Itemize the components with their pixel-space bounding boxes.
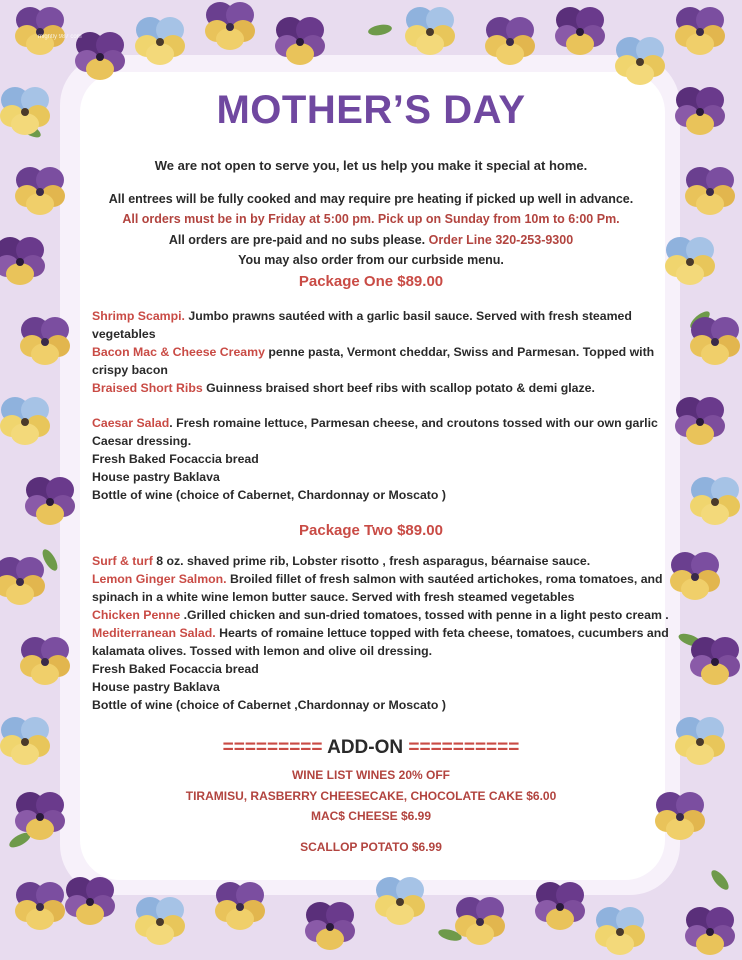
list-item: Fresh Baked Focaccia bread (92, 662, 259, 676)
package-one-items (92, 307, 672, 397)
item-name: Chicken Penne (92, 608, 181, 622)
list-item (92, 552, 672, 570)
addon-bar-left: ========= (222, 737, 323, 758)
addon-item-wine: WINE LIST WINES 20% OFF (291, 768, 450, 782)
list-item (92, 414, 672, 450)
item-name: Shrimp Scampi. (92, 309, 185, 323)
item-desc: Broiled fillet of fresh salmon with sautéed artichokes, roma tomatoes, and spinach in a white wine lemon butter sauce. Served with fresh steamed vegetables (92, 572, 663, 604)
item-name: Braised Short Ribs (92, 381, 203, 395)
note-deadline: All orders must be in by Friday at 5:00 pm. Pick up on Sunday from 10m to 6:00 Pm. (122, 212, 620, 226)
watermark-text: mightly 987 com (38, 34, 82, 40)
addon-item-mac-cheese: MAC$ CHEESE $6.99 (310, 809, 432, 823)
list-item: Fresh Baked Focaccia bread (92, 452, 259, 466)
item-desc: 8 oz. shaved prime rib, Lobster risotto , fresh asparagus, béarnaise sauce. (152, 554, 591, 568)
list-item: House pastry Baklava (92, 680, 220, 694)
package-one-heading: Package One $89.00 (298, 273, 444, 290)
item-name: Surf & turf (92, 554, 153, 568)
curbside-text: You may also order from our curbside menu. (238, 253, 504, 267)
prepaid-text: All orders are pre-paid and no subs please. (168, 233, 426, 247)
item-name: Mediterranean Salad. (92, 626, 216, 640)
addon-heading (0, 737, 742, 759)
list-item (92, 307, 672, 343)
addon-bar-right: ========== (408, 737, 520, 758)
package-two-items (92, 552, 672, 714)
item-desc: Hearts of romaine lettuce topped with feta cheese, tomatoes, cucumbers and kalamata olives. Tossed with lemon and olive oil dressing. (92, 626, 669, 658)
package-two-heading: Package Two $89.00 (299, 522, 443, 539)
item-name: Lemon Ginger Salmon. (92, 572, 227, 586)
list-item: House pastry Baklava (92, 470, 220, 484)
list-item (92, 606, 672, 624)
page-title: MOTHER’S DAY (216, 88, 526, 132)
item-name: Bacon Mac & Cheese Creamy (92, 345, 265, 359)
list-item (92, 624, 672, 660)
prepaid-line (0, 233, 742, 247)
item-desc: penne pasta, Vermont cheddar, Swiss and Parmesan. Topped with crispy bacon (92, 345, 655, 377)
list-item (92, 343, 672, 379)
item-name: Caesar Salad (92, 416, 170, 430)
item-desc: Guinness braised short beef ribs with scallop potato & demi glaze. (202, 381, 595, 395)
order-line: Order Line 320-253-9300 (428, 233, 574, 247)
package-one-salad (92, 414, 672, 504)
item-desc: . Fresh romaine lettuce, Parmesan cheese, and croutons tossed with our own garlic Caesar dressing. (92, 416, 658, 448)
item-desc: .Grilled chicken and sun-dried tomatoes, tossed with penne in a light pesto cream . (180, 608, 669, 622)
addon-item-scallop-potato: SCALLOP POTATO $6.99 (300, 840, 442, 854)
list-item: Bottle of wine (choice of Cabernet ,Chardonnay or Moscato ) (92, 698, 446, 712)
intro-text: We are not open to serve you, let us help you make it special at home. (154, 158, 588, 173)
item-desc: Jumbo prawns sautéed with a garlic basil sauce. Served with fresh steamed vegetables (92, 309, 632, 341)
addon-item-desserts: TIRAMISU, RASBERRY CHEESECAKE, CHOCOLATE CAKE $6.00 (185, 789, 557, 803)
note-cooked: All entrees will be fully cooked and may require pre heating if picked up well in advance. (108, 192, 634, 206)
list-item (92, 570, 672, 606)
list-item (92, 379, 672, 397)
list-item: Bottle of wine (choice of Cabernet, Chardonnay or Moscato ) (92, 488, 446, 502)
addon-label: ADD-ON (327, 737, 404, 758)
